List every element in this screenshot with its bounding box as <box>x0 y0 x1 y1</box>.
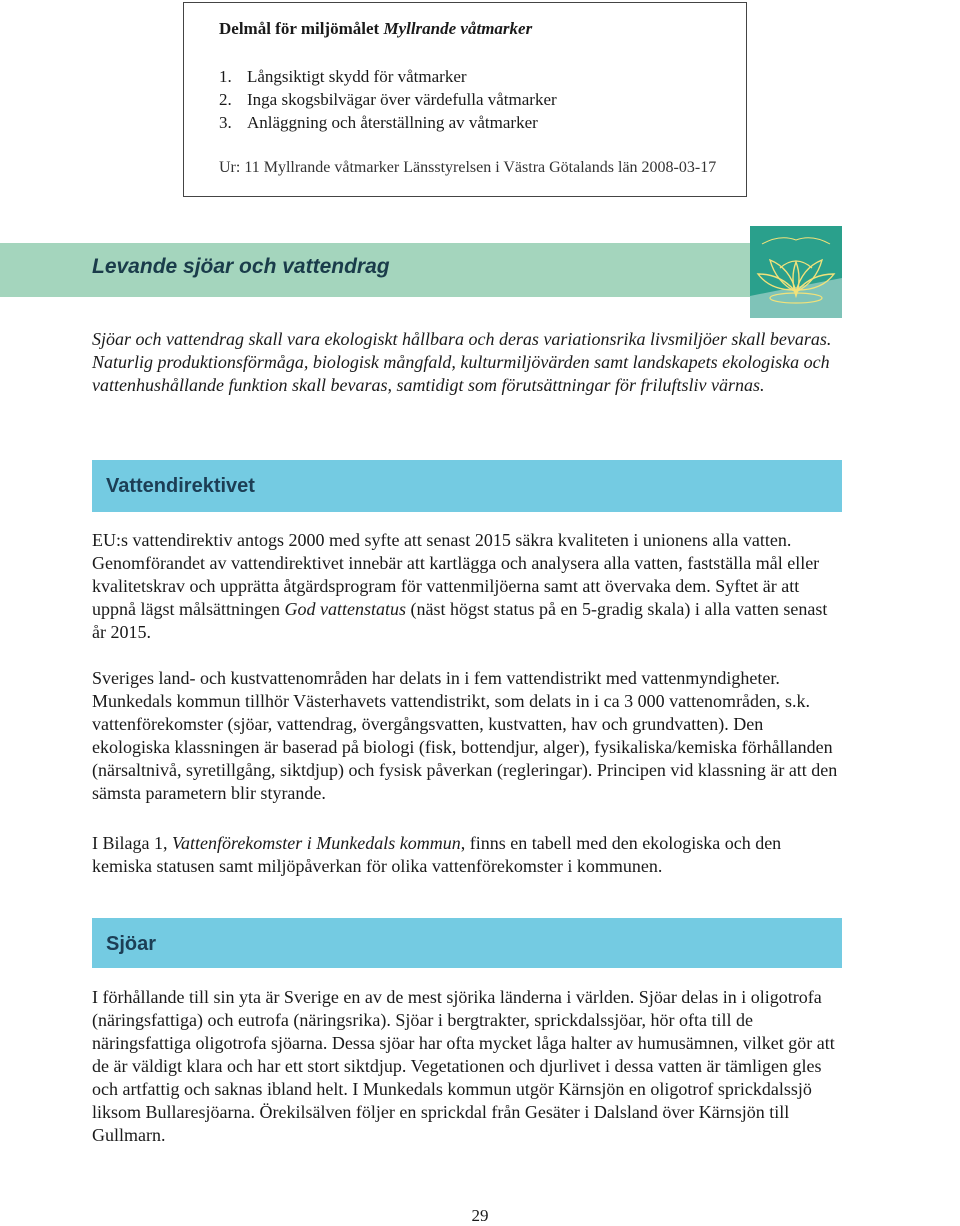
vattendirektivet-heading: Vattendirektivet <box>106 475 255 497</box>
goal-item: 3. Anläggning och återställning av våtmarker <box>219 113 538 132</box>
goal-box-title: Delmål för miljömålet Myllrande våtmarker <box>219 19 533 38</box>
vattendirektivet-paragraph-3: I Bilaga 1, Vattenförekomster i Munkedals kommun, finns en tabell med den ekologiska och den kemiska statusen samt miljöpåverkan för olika vattenförekomster i kommunen. <box>92 833 782 876</box>
sjoar-heading: Sjöar <box>106 933 157 955</box>
vattendirektivet-paragraph-2: Sveriges land- och kustvattenområden har delats in i fem vattendistrikt med vattenmyndigheter. Munkedals kommun tillhör Västerhavets vattendistrikt, som delats in i ca 3 000 vattenområden, s.k. vattenförekomster (sjöar, vattendrag, övergångsvatten, kustvatten, hav och grundvatten). Den ekologiska klassningen är baserad på biologi (fisk, bottendjur, alger), fysikaliska/kemiska förhållanden (närsaltnivå, syretillgång, siktdjup) och fysisk påverkan (regleringar). Principen vid klassning är att den sämsta parametern blir styrande. <box>92 668 838 803</box>
sjoar-paragraph: I förhållande till sin yta är Sverige en av de mest sjörika länderna i världen. Sjöar delas in i oligotrofa (näringsfattiga) och eutrofa (näringsrika). Sjöar i bergtrakter, sprickdalssjöar, hör ofta till de näringsfattiga oligotrofa sjöarna. Dessa sjöar har ofta mycket låga halter av humusämnen, vilket gör att de är väldigt klara och har ett stort siktdjup. Vegetationen och djurlivet i dessa vatten är tämligen gles och artfattig och saknas ibland helt. I Munkedals kommun utgör Kärnsjön en oligotrof sprickdalssjö liksom Bullaresjöarna. Örekilsälven följer en sprickdal från Gesäter i Dalsland över Kärnsjön till Gullmarn. <box>92 987 835 1145</box>
levande-text: Sjöar och vattendrag skall vara ekologiskt hållbara och deras variationsrika livsmiljöer skall bevaras. Naturlig produktionsförmåga, biologisk mångfald, kulturmiljövärden samt landskapets ekologiska och vattenhushållande funktion skall bevaras, samtidigt som förutsättningar för friluftsliv värnas. <box>92 329 832 395</box>
vattendirektivet-band <box>92 460 842 512</box>
goal-source: Ur: 11 Myllrande våtmarker Länsstyrelsen i Västra Götalands län 2008-03-17 <box>219 159 717 176</box>
page-number: 29 <box>471 1206 489 1225</box>
goal-box <box>183 2 747 197</box>
sjoar-band <box>92 918 842 968</box>
goal-item: 2. Inga skogsbilvägar över värdefulla våtmarker <box>219 90 557 109</box>
goal-list <box>219 65 557 134</box>
vattendirektivet-paragraph-1: EU:s vattendirektiv antogs 2000 med syfte att senast 2015 säkra kvaliteten i unionens alla vatten. Genomförandet av vattendirektivet innebär att kartlägga och analysera alla vatten, fastställa mål eller kvalitetskrav och upprätta åtgärdsprogram för vattenmiljöerna samt att övervaka dem. Syftet är att uppnå lägst målsättningen God vattenstatus (näst högst status på en 5-gradig skala) i alla vatten senast år 2015. <box>92 530 828 642</box>
water-lily-icon <box>750 226 842 318</box>
levande-title: Levande sjöar och vattendrag <box>92 255 390 278</box>
goal-item: 1. Långsiktigt skydd för våtmarker <box>219 67 467 86</box>
